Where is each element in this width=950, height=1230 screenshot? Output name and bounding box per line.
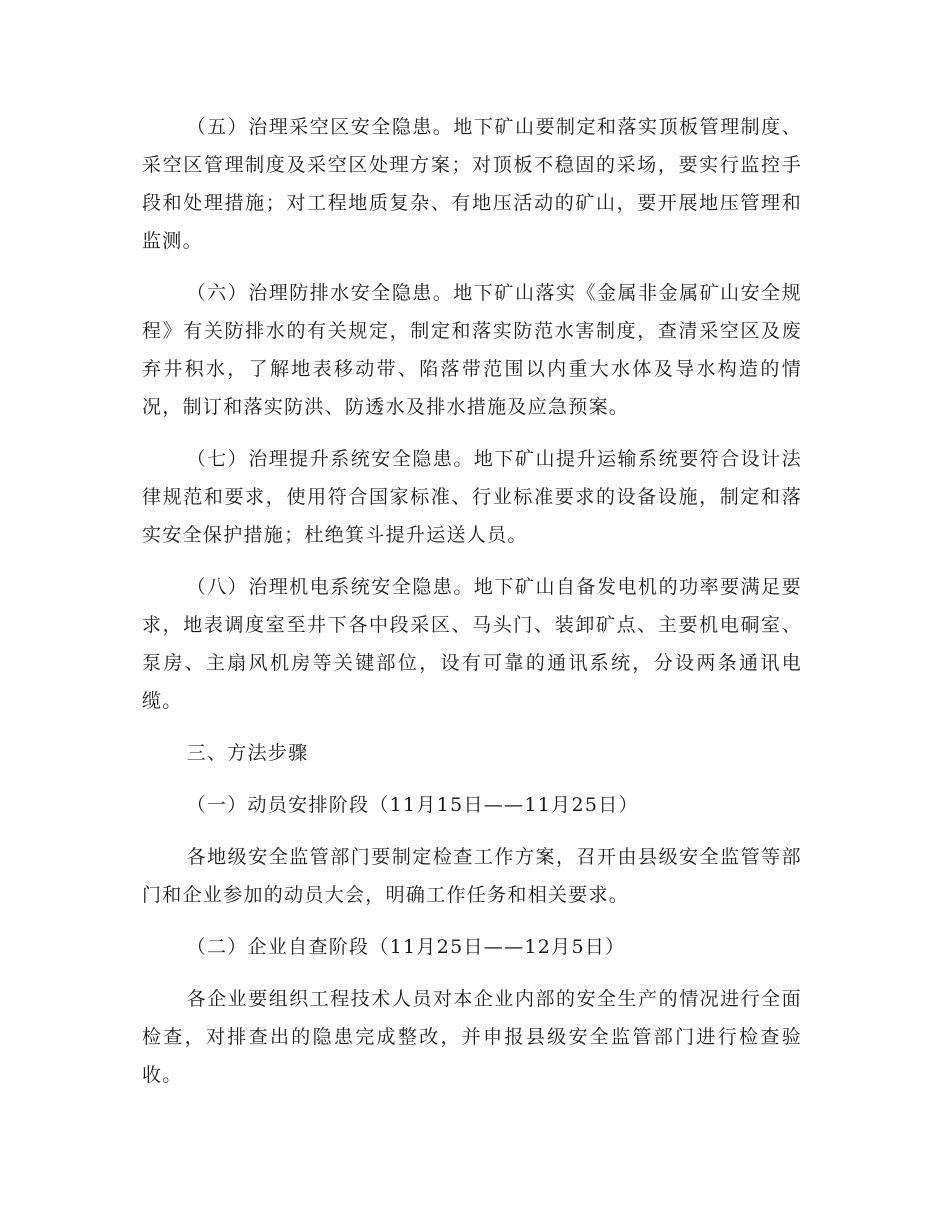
document-page — [142, 108, 802, 1094]
subheading-mobilization-stage: （一）动员安排阶段（11月15日——11月25日） — [186, 794, 639, 816]
paragraph-gap — [142, 966, 802, 980]
paragraph-gap — [142, 720, 802, 734]
section-heading-methods: 三、方法步骤 — [186, 742, 309, 764]
paragraph-gap — [142, 426, 802, 440]
paragraph-mined-out-area: （五）治理采空区安全隐患。地下矿山要制定和落实顶板管理制度、采空区管理制度及采空区处理方案；对顶板不稳固的采场，要实行监控手段和处理措施；对工程地质复杂、有地压活动的矿山，要开展地压管理和监测。 — [142, 116, 802, 252]
paragraph-gap — [142, 260, 802, 274]
paragraph-gap — [142, 772, 802, 786]
paragraph-self-inspection: 各企业要组织工程技术人员对本企业内部的安全生产的情况进行全面检查，对排查出的隐患完成整改，并申报县级安全监管部门进行检查验收。 — [142, 988, 802, 1086]
paragraph-hoisting-system: （七）治理提升系统安全隐患。地下矿山提升运输系统要符合设计法律规范和要求，使用符合国家标准、行业标准要求的设备设施，制定和落实安全保护措施；杜绝箕斗提升运送人员。 — [142, 448, 802, 546]
paragraph-gap — [142, 554, 802, 568]
paragraph-electromechanical: （八）治理机电系统安全隐患。地下矿山自备发电机的功率要满足要求，地表调度室至井下各中段采区、马头门、装卸矿点、主要机电硐室、泵房、主扇风机房等关键部位，设有可靠的通讯系统，分设两条通讯电缆。 — [142, 576, 802, 712]
paragraph-drainage: （六）治理防排水安全隐患。地下矿山落实《金属非金属矿山安全规程》有关防排水的有关规定，制定和落实防范水害制度，查清采空区及废弃井积水，了解地表移动带、陷落带范围以内重大水体及导水构造的情况，制订和落实防洪、防透水及排水措施及应急预案。 — [142, 282, 802, 418]
paragraph-gap — [142, 824, 802, 838]
paragraph-mobilization: 各地级安全监管部门要制定检查工作方案，召开由县级安全监管等部门和企业参加的动员大会，明确工作任务和相关要求。 — [142, 846, 802, 906]
paragraph-gap — [142, 914, 802, 928]
subheading-self-inspection-stage: （二）企业自查阶段（11月25日——12月5日） — [186, 936, 626, 958]
